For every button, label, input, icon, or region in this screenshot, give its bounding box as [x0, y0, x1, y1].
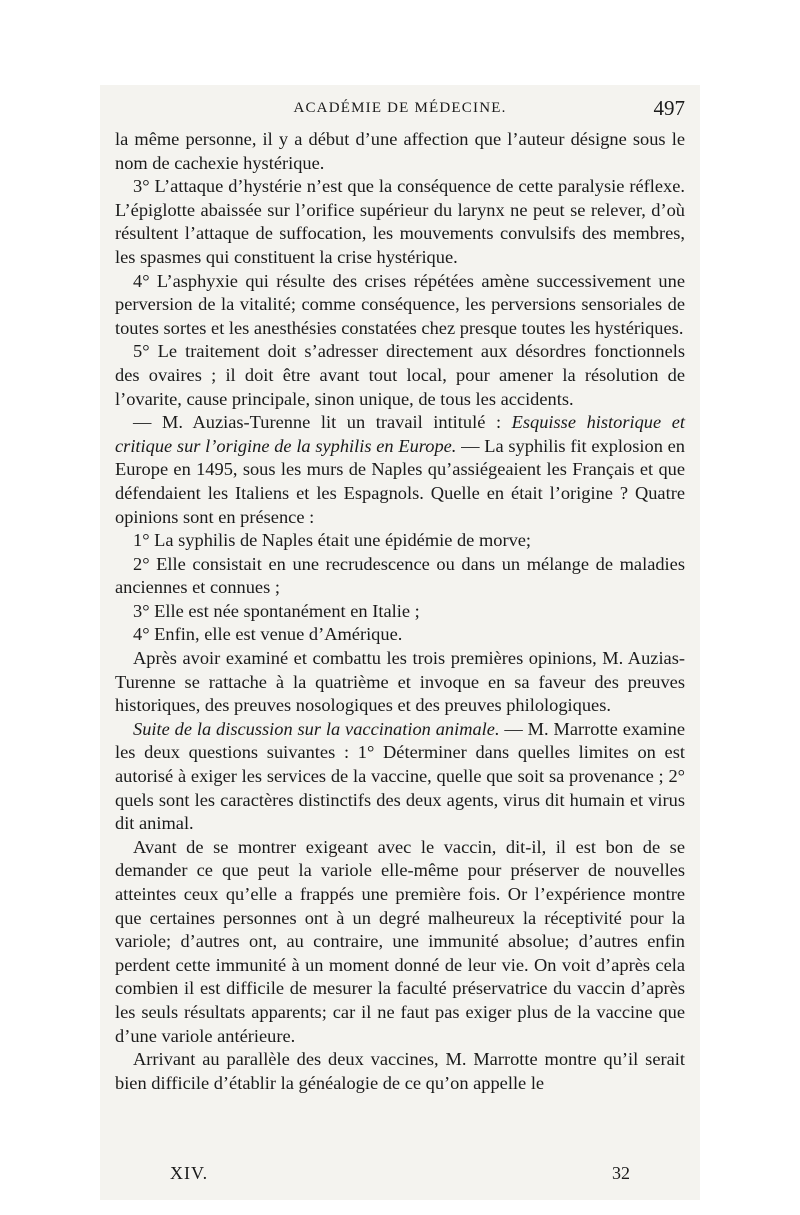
paragraph	[115, 553, 685, 600]
paragraph	[115, 128, 685, 175]
text-run: 1° La syphilis de Naples était une épidémie de morve;	[133, 530, 532, 551]
text-run: 4° Enfin, elle est venue d’Amérique.	[133, 624, 403, 645]
text-run: — M. Marrotte examine les deux questions suivantes : 1° Déterminer dans quelles limites on est autorisé à exiger les services de la vaccine, quelle que soit sa provenance ; 2° quels sont les caractères distinctifs des deux agents, virus dit humain et virus dit animal.	[115, 718, 685, 834]
text-run: — La syphilis fit explosion en Europe en 1495, sous les murs de Naples qu’assiégeaient les Français et que défendaient les Italiens et les Espagnols. Quelle en était l’origine ? Quatre opinions sont en présence :	[115, 435, 685, 527]
paragraph	[115, 175, 685, 269]
paragraph	[115, 340, 685, 411]
signature-mark: XIV.	[170, 1163, 209, 1183]
text-run: 3° Elle est née spontanément en Italie ;	[133, 600, 420, 621]
text-run: la même personne, il y a début d’une affection que l’auteur désigne sous le nom de cachexie hystérique.	[115, 129, 685, 173]
text-run: — M. Auzias-Turenne lit un travail intitulé :	[133, 412, 512, 433]
paragraph	[115, 647, 685, 718]
running-title: ACADÉMIE DE MÉDECINE.	[293, 100, 507, 116]
text-run: 4° L’asphyxie qui résulte des crises répétées amène successivement une perversion de la vitalité; comme conséquence, les perversions sensoriales de toutes sortes et les anesthésies constatées chez presque toutes les hystériques.	[115, 270, 685, 338]
text-run: 3° L’attaque d’hystérie n’est que la conséquence de cette paralysie réflexe. L’épiglotte abaissée sur l’orifice supérieur du larynx ne peut se relever, d’où résultent l’attaque de suffocation, les mouvements convulsifs des membres, les spasmes qui constituent la crise hystérique.	[115, 176, 685, 267]
italic-title: Suite de la discussion sur la vaccination animale.	[133, 718, 500, 739]
text-run: Après avoir examiné et combattu les trois premières opinions, M. Auzias-Turenne se rattache à la quatrième et invoque en sa faveur des preuves historiques, des preuves nosologiques et des preuves philologiques.	[115, 648, 685, 716]
text-run: Avant de se montrer exigeant avec le vaccin, dit-il, il est bon de se demander ce que peut la variole elle-même pour préserver de nouvelles atteintes ceux qu’elle a frappés une première fois. Or l’expérience montre que certaines personnes ont à un degré malheureux la réceptivité pour la variole; d’autres ont, au contraire, une immunité absolue; d’autres enfin perdent cette immunité à un moment donné de leur vie. On voit d’après cela combien il est difficile de mesurer la faculté préservatrice du vaccin d’après les seuls résultats apparents; car il ne faut pas exiger plus de la vaccine que d’une variole antérieure.	[115, 836, 685, 1046]
text-run: 5° Le traitement doit s’adresser directement aux désordres fonctionnels des ovaires ; il doit être avant tout local, pour amener la résolution de l’ovarite, cause principale, sinon unique, de tous les accidents.	[115, 341, 685, 409]
paragraph	[115, 718, 685, 836]
body-text	[115, 128, 685, 1095]
paragraph	[115, 836, 685, 1048]
sheet-number: 32	[612, 1163, 630, 1183]
paragraph	[115, 529, 685, 553]
page-number: 497	[653, 96, 685, 120]
paragraph	[115, 411, 685, 529]
italic-title: Esquisse historique et critique sur l’origine de la syphilis en Europe.	[115, 412, 685, 456]
page-footer	[170, 1163, 630, 1187]
page-header	[115, 96, 685, 126]
paragraph	[115, 1048, 685, 1095]
paragraph	[115, 270, 685, 341]
text-run: Arrivant au parallèle des deux vaccines, M. Marrotte montre qu’il serait bien difficile d’établir la généalogie de ce qu’on appelle le	[115, 1049, 685, 1093]
paragraph	[115, 623, 685, 647]
text-run: 2° Elle consistait en une recrudescence ou dans un mélange de maladies anciennes et connues ;	[115, 553, 685, 598]
paragraph	[115, 600, 685, 624]
